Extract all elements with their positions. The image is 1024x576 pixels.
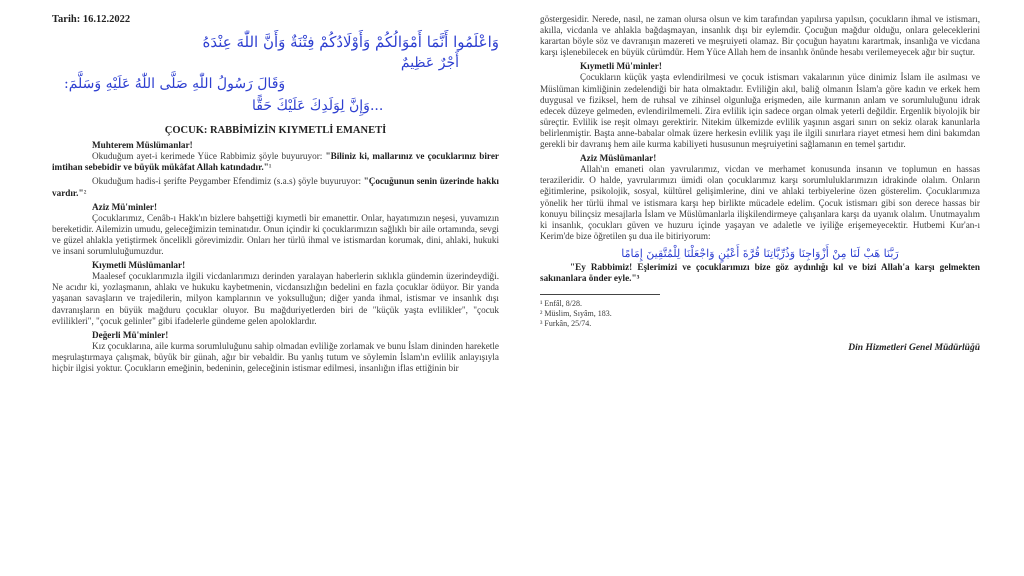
arabic-dua: رَبَّنَا هَبْ لَنَا مِنْ أَزْوَاجِنَا وَذُرِّيَّاتِنَا قُرَّةَ أَعْيُنٍ وَاجْعَلْنَا لِلْمُتَّقِينَ إِمَامًا: [621, 246, 899, 260]
paragraph: [52, 176, 499, 198]
footnote-marker: ¹: [268, 162, 272, 173]
arabic-hadith-line-2: ...وَإِنَّ لِوَلَدِكَ عَلَيْكَ حَقًّا: [252, 98, 384, 115]
right-column: [540, 0, 980, 576]
paragraph-text: Okuduğum hadis-i şerifte Peygamber Efendimiz (s.a.s) şöyle buyuruyor:: [92, 176, 364, 187]
sermon-date: Tarih: 16.12.2022: [52, 14, 131, 25]
paragraph-text: Okuduğum ayet-i kerimede Yüce Rabbimiz şöyle buyuruyor:: [92, 151, 326, 162]
section-heading: Aziz Müslümanlar!: [580, 153, 657, 164]
sermon-title: ÇOCUK: RABBİMİZİN KIYMETLİ EMANETİ: [164, 125, 387, 137]
footnote: ³ Furkân, 25/74.: [540, 319, 592, 329]
footnote-divider: [540, 294, 660, 295]
footnote-marker: ²: [83, 187, 87, 198]
paragraph: Maalesef çocuklarımızla ilgili vicdanlarımızı derinden yaralayan haberlerin sıklıkla gündemin üzerindeydiği. Ne acıdır ki, yozlaşmanın, ahlakı ve hukuku kaybetmenin, vicdansızlığın bedelini en fazla çocuklar ödüyor. Bir yanda yaşanan savaşların ve trajedilerin, milyon kamplarının ve yoksulluğun; diğer yanda ihmal, istismar ve insanlık dışı davranışların en büyük mağduru çocuklar oluyor. Bu mağduriyetlerden biri de "küçük yaşta evlilikler", "çocuk evlilikleri", "çocuk gelinler" gibi ifadelerle gündeme gelen apoloklardır.: [52, 271, 499, 326]
paragraph: Çocukların küçük yaşta evlendirilmesi ve çocuk istismarı vakalarının yüce dinimiz İslam ile asılması ve Müslüman kimliğinin zedelendiği bir hata olmaktadır. Evliliğin akıl, baliğ olmanın İslam'a göre kadın ve erkek hem duygusal ve fiziksel, hem de ruhsal ve zihinsel olgunluğa erişmeden, aile kurmanın anlam ve sorumluluğunu idrak edecek düzeye gelmeden, evlendirilmemeli. Zira evlilik için sadece organ olmak yeterli değildir. Ergenlik biyolojik bir süreçtir. Evlilik ise reşit olmayı gerektirir. Nitekim ülkemizde evlilik yaşının asgari sınırı on sekiz olarak kanunlarla belirlenmiştir. Başta anne-babalar olmak üzere herkesin evlilik yaşı ile ilgili sınırlara riayet etmesi hem dini bakımdan gerekli bir davranış hem aile kurma kabiliyeti hususunun meşruiyetini sağlamanın en temel şartıdır.: [540, 72, 980, 150]
arabic-hadith-line-1: وَقَالَ رَسُولُ اللّٰهِ صَلَّى اللّٰهُ عَلَيْهِ وَسَلَّمَ:: [64, 76, 286, 93]
paragraph: Çocuklarımız, Cenâb-ı Hakk'ın bizlere bahşettiği kıymetli bir emanettir. Onlar, hayatımızın neşesi, yuvamızın bereketidir. Ailemizin umudu, geleceğimizin teminatıdır. Onun içindir ki çocuklarımızın sağlıklı bir aile ortamında, sevgi ve güzel ahlakla yetiştirmek öncelikli görevimizdir. Onları her türlü ihmal ve istismardan korumak, dini, ahlaki, hukuki ve insani sorumluluğumuzdur.: [52, 212, 499, 257]
paragraph: [52, 151, 499, 173]
verse-translation: "Biliniz ki, mallarınız ve çocuklarınız birer imtihan sebebidir ve büyük mükâfat Allah katındadır.": [52, 151, 499, 173]
section-heading: Değerli Mü'minler!: [92, 329, 169, 340]
dua-translation-text: "Ey Rabbimiz! Eşlerimizi ve çocuklarımızı bize göz aydınlığı kıl ve bizi Allah'a karşı gelmekten sakınanlara önder eyle.": [540, 261, 980, 284]
section-heading: Aziz Mü'minler!: [92, 201, 158, 212]
section-heading: Muhterem Müslümanlar!: [92, 140, 193, 151]
signature: Din Hizmetleri Genel Müdürlüğü: [848, 343, 980, 354]
arabic-verse-line-2: أَجْرٌ عَظِيمٌ: [400, 55, 459, 72]
section-heading: Kıymetli Müslümanlar!: [92, 260, 186, 271]
paragraph: Allah'ın emaneti olan yavrularımız, vicdan ve merhamet konusunda insanın ve toplumun en hassas terazileridir. O halde, yavrularımızı ümidi olan çocuklarımız karşı sorumluluklarımızın idrakinde olalım. Onların eğitimlerine, psikolojik, sosyal, kültürel gelişimlerine, dini ve ahlaki terbiyelerine özen gösterelim. Çocuklarımıza yönelik her türlü ihmal ve istismara karşı hep birlikte mücadele edelim. Çocuk istismarı gibi son derece hassas bir konuyu bilinçsiz mesajlarla İslam ve Müslümanlarla ilişkilendirmeye çalışanlara karşı da uyanık olalım. Unutmayalım ki insanlık, çocukları güven ve huzuru içinde yaşayan ve adaletle ve iyiliğe erişemeyecektir. Hutbemi Kur'an-ı Kerim'de bize öğretilen şu dua ile bitiriyorum:: [540, 164, 980, 241]
arabic-verse-block: [52, 31, 499, 117]
paragraph: göstergesidir. Nerede, nasıl, ne zaman olursa olsun ve kim tarafından yapılırsa yapılsın, çocukların ihmal ve istismarı, akılla, vicdanla ve ahlakla bağdaşmayan, insanlık dışı bir eylemdir. Çocuğun mağdur olduğu, onlara geleceklerini karartan böyle söz ve davranışın mazereti ve meşruiyeti olamaz. Bir çocuğun hayatını karartmak, insanlığa ve vicdana karşı işlenebilecek en büyük cürümdür. Hem Yüce Allah hem de insanlık önünde hesabı verilemeyecek ağır bir suçtur.: [540, 14, 980, 58]
footnote: ¹ Enfâl, 8/28.: [540, 299, 582, 309]
section-heading: Kıymetli Mü'minler!: [580, 61, 662, 72]
arabic-verse-line-1: وَاعْلَمُوا أَنَّمَا أَمْوَالُكُمْ وَأَوْلَادُكُمْ فِتْنَةٌ وَأَنَّ اللّٰهَ عِنْدَهُ: [202, 33, 499, 52]
footnote: ² Müslim, Sıyâm, 183.: [540, 309, 612, 319]
dua-translation: [540, 262, 980, 284]
footnote-marker: ³: [636, 273, 640, 284]
paragraph: Kız çocuklarına, aile kurma sorumluluğunu sahip olmadan evliliğe zorlamak ve bunu İslam dininden hareketle meşrulaştırmaya çalışmak, büyük bir günah, ağır bir vebaldir. Bu yanlış tutum ve söylemin İslam'ın evlilik anlayışıyla hiçbir ilgisi yoktur. Çocukların emeğinin, bedeninin, geleceğinin istismar edilmesi, insanlığın iflas ettiğinin bir: [52, 340, 499, 373]
left-column: [52, 0, 499, 576]
hadith-translation: "Çocuğunun senin üzerinde hakkı vardır.": [52, 176, 499, 198]
